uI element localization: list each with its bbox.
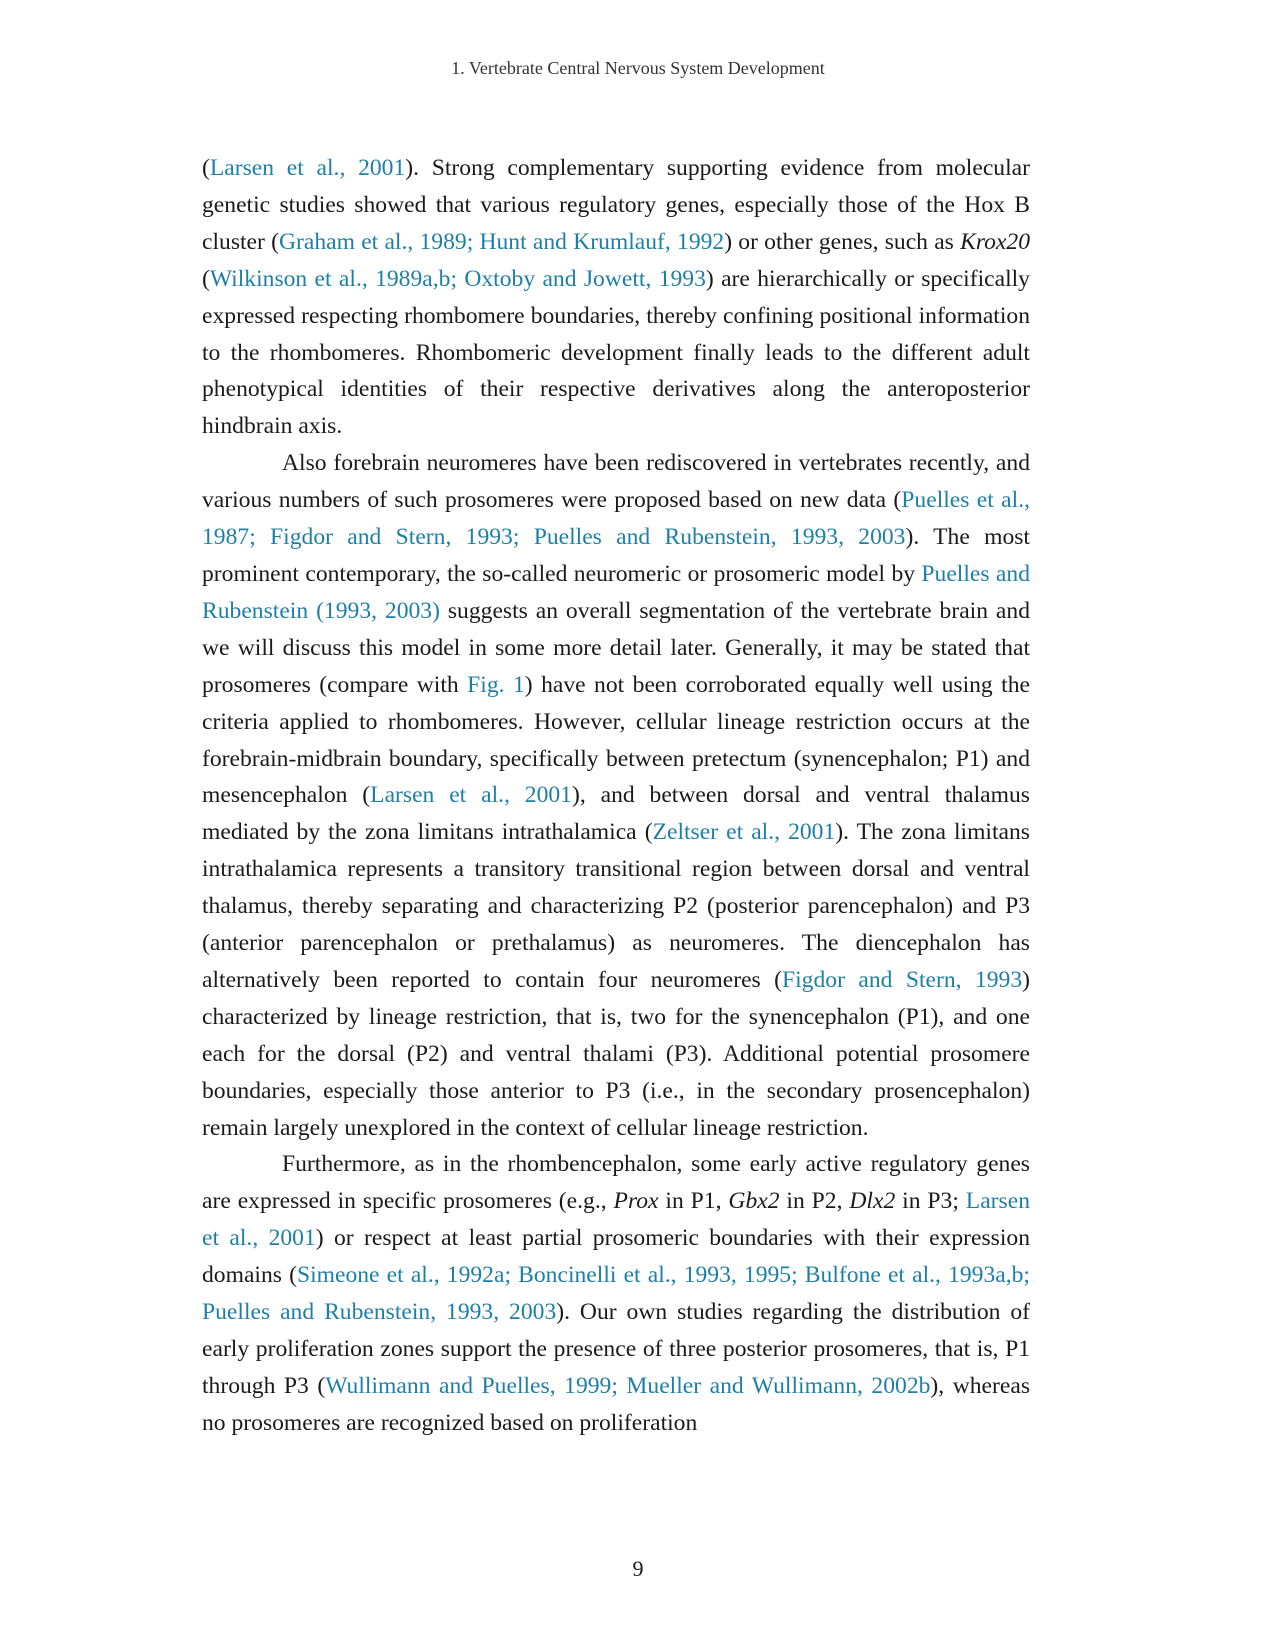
gene-name: Gbx2: [728, 1188, 780, 1215]
text-run: ) are hierarchically or specifically expressed respecting rhombomere boundaries, thereby confining positional information to the rhombomeres. Rhombomeric development finally leads to the different adult phenotypical identities of their respective derivatives along the anteroposterior hindbrain axis.: [202, 265, 1030, 440]
citation-link[interactable]: Larsen et al., 2001: [202, 1188, 1030, 1252]
text-run: ) have not been corroborated equally well using the criteria applied to rhombomeres. However, cellular lineage restriction occurs at the forebrain-midbrain boundary, specifically between pretectum (synencephalon; P1) and mesencephalon (: [202, 671, 1030, 809]
paragraph: [202, 150, 1030, 445]
citation-link[interactable]: Zeltser et al., 2001: [652, 819, 836, 846]
citation-link[interactable]: Wullimann and Puelles, 1999; Mueller and Wullimann, 2002b: [325, 1372, 931, 1399]
text-run: ) or respect at least partial prosomeric boundaries with their expression domains (: [202, 1225, 1030, 1289]
running-head: 1. Vertebrate Central Nervous System Development: [451, 58, 825, 78]
text-run: ). The most prominent contemporary, the so-called neuromeric or prosomeric model by: [202, 524, 1030, 587]
text-run: ). Strong complementary supporting evidence from molecular genetic studies showed that various regulatory genes, especially those of the Hox B cluster (: [202, 155, 1030, 255]
gene-name: Prox: [613, 1188, 659, 1215]
citation-link[interactable]: Larsen et al., 2001: [209, 155, 406, 181]
text-run: in P1,: [658, 1188, 729, 1215]
citation-link[interactable]: Puelles and Rubenstein (1993, 2003): [202, 560, 1030, 624]
text-run: in P2,: [779, 1188, 850, 1215]
citation-link[interactable]: Simeone et al., 1992a; Boncinelli et al., 1993, 1995; Bulfone et al., 1993a,b; Puelles and Rubenstein, 1993, 2003: [202, 1262, 1030, 1326]
citation-link[interactable]: Puelles et al., 1987; Figdor and Stern, 1993; Puelles and Rubenstein, 1993, 2003: [202, 487, 1030, 551]
text-run: Furthermore, as in the rhombencephalon, some early active regulatory genes are expressed in specific prosomeres (e.g.,: [202, 1151, 1030, 1215]
citation-link[interactable]: Larsen et al., 2001: [370, 782, 572, 809]
text-run: ). Our own studies regarding the distribution of early proliferation zones support the presence of three posterior prosomeres, that is, P1 through P3 (: [202, 1299, 1030, 1399]
citation-link[interactable]: Fig. 1: [467, 671, 525, 698]
text-run: ) or other genes, such as: [724, 228, 961, 255]
text-run: Also forebrain neuromeres have been rediscovered in vertebrates recently, and various numbers of such prosomeres were proposed based on new data (: [202, 450, 1030, 514]
citation-link[interactable]: Wilkinson et al., 1989a,b; Oxtoby and Jowett, 1993: [209, 265, 706, 292]
text-run: suggests an overall segmentation of the vertebrate brain and we will discuss this model in some more detail later. Generally, it may be stated that prosomeres (compare with: [202, 597, 1030, 698]
text-run: ), whereas no prosomeres are recognized based on proliferation: [202, 1372, 1030, 1436]
text-run: ) characterized by lineage restriction, that is, two for the synencephalon (P1), and one each for the dorsal (P2) and ventral thalami (P3). Additional potential prosomere boundaries, especially those anterior to P3 (i.e., in the secondary prosencephalon) remain largely unexplored in the context of cellular lineage restriction.: [202, 966, 1030, 1141]
text-run: in P3;: [895, 1188, 966, 1215]
text-run: (: [202, 155, 210, 181]
gene-name: Dlx2: [849, 1188, 896, 1215]
page-number: 9: [632, 1556, 644, 1581]
text-run: ). The zona limitans intrathalamica represents a transitory transitional region between dorsal and ventral thalamus, thereby separating and characterizing P2 (posterior parencephalon) and P3 (anterior parencephalon or prethalamus) as neuromeres. The diencephalon has alternatively been reported to contain four neuromeres (: [202, 819, 1030, 993]
gene-name: Krox20: [960, 228, 1030, 255]
body-text: [202, 150, 1030, 1442]
text-run: (: [202, 265, 210, 292]
citation-link[interactable]: Graham et al., 1989; Hunt and Krumlauf, 1992: [278, 228, 725, 255]
text-run: ), and between dorsal and ventral thalamus mediated by the zona limitans intrathalamica (: [202, 782, 1030, 846]
paragraph: [202, 1146, 1030, 1441]
paragraph: [202, 445, 1030, 1146]
citation-link[interactable]: Figdor and Stern, 1993: [782, 966, 1023, 993]
